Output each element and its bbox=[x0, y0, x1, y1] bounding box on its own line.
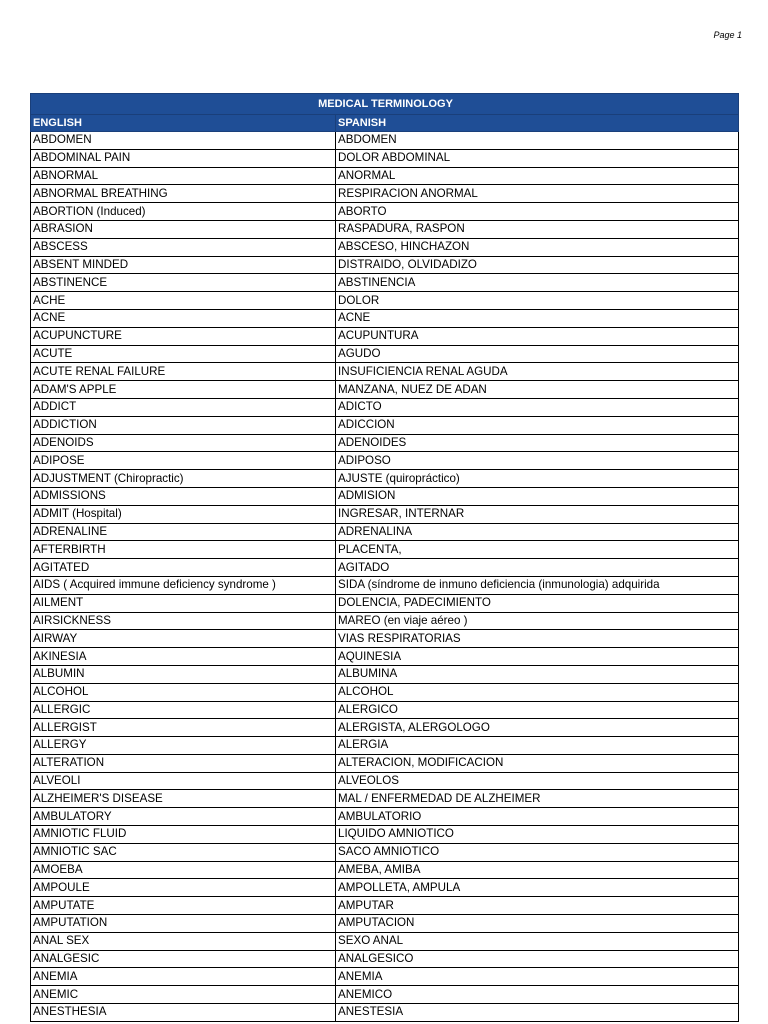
term-spanish: ADMISION bbox=[336, 487, 739, 505]
term-spanish: ABORTO bbox=[336, 203, 739, 221]
term-spanish: AGITADO bbox=[336, 559, 739, 577]
table-row bbox=[31, 309, 739, 327]
term-spanish: SIDA (síndrome de inmuno deficiencia (inmunologia) adquirida bbox=[336, 576, 739, 594]
term-english: ACUTE bbox=[31, 345, 336, 363]
term-english: AGITATED bbox=[31, 559, 336, 577]
term-english: ADRENALINE bbox=[31, 523, 336, 541]
term-spanish: AMPUTAR bbox=[336, 897, 739, 915]
term-english: ACHE bbox=[31, 292, 336, 310]
table-row bbox=[31, 434, 739, 452]
table-row bbox=[31, 719, 739, 737]
term-spanish: AMPOLLETA, AMPULA bbox=[336, 879, 739, 897]
table-row bbox=[31, 897, 739, 915]
term-spanish: ADICCION bbox=[336, 416, 739, 434]
table-row bbox=[31, 398, 739, 416]
term-spanish: RESPIRACION ANORMAL bbox=[336, 185, 739, 203]
term-spanish: AJUSTE (quiropráctico) bbox=[336, 470, 739, 488]
term-english: AMOEBA bbox=[31, 861, 336, 879]
term-english: ADJUSTMENT (Chiropractic) bbox=[31, 470, 336, 488]
table-row bbox=[31, 327, 739, 345]
term-spanish: ABSCESO, HINCHAZON bbox=[336, 238, 739, 256]
table-row bbox=[31, 630, 739, 648]
term-spanish: ALCOHOL bbox=[336, 683, 739, 701]
term-spanish: ALTERACION, MODIFICACION bbox=[336, 754, 739, 772]
table-row bbox=[31, 559, 739, 577]
table-row bbox=[31, 381, 739, 399]
table-title-row bbox=[31, 94, 739, 115]
term-english: AMPOULE bbox=[31, 879, 336, 897]
term-spanish: ANALGESICO bbox=[336, 950, 739, 968]
term-spanish: PLACENTA, bbox=[336, 541, 739, 559]
term-spanish: VIAS RESPIRATORIAS bbox=[336, 630, 739, 648]
term-spanish: ABDOMEN bbox=[336, 132, 739, 150]
table-row bbox=[31, 541, 739, 559]
term-spanish: DOLOR ABDOMINAL bbox=[336, 149, 739, 167]
term-spanish: AMBULATORIO bbox=[336, 808, 739, 826]
table-row bbox=[31, 274, 739, 292]
term-english: ANEMIC bbox=[31, 986, 336, 1004]
table-row bbox=[31, 523, 739, 541]
table-row bbox=[31, 256, 739, 274]
term-spanish: ALVEOLOS bbox=[336, 772, 739, 790]
table-row bbox=[31, 132, 739, 150]
table-row bbox=[31, 861, 739, 879]
term-spanish: AQUINESIA bbox=[336, 648, 739, 666]
term-english: AMBULATORY bbox=[31, 808, 336, 826]
term-spanish: ANEMICO bbox=[336, 986, 739, 1004]
term-english: AMPUTATION bbox=[31, 915, 336, 933]
term-english: AILMENT bbox=[31, 594, 336, 612]
table-row bbox=[31, 487, 739, 505]
term-spanish: DISTRAIDO, OLVIDADIZO bbox=[336, 256, 739, 274]
column-header-english: ENGLISH bbox=[31, 115, 336, 132]
term-spanish: ALERGISTA, ALERGOLOGO bbox=[336, 719, 739, 737]
term-english: ABRASION bbox=[31, 220, 336, 238]
table-row bbox=[31, 363, 739, 381]
table-row bbox=[31, 665, 739, 683]
term-english: ABORTION (Induced) bbox=[31, 203, 336, 221]
table-row bbox=[31, 648, 739, 666]
term-english: ACUPUNCTURE bbox=[31, 327, 336, 345]
term-spanish: INGRESAR, INTERNAR bbox=[336, 505, 739, 523]
table-row bbox=[31, 950, 739, 968]
term-english: ABSCESS bbox=[31, 238, 336, 256]
page-number: Page 1 bbox=[713, 30, 742, 40]
term-english: ANESTHESIA bbox=[31, 1004, 336, 1022]
term-english: ALCOHOL bbox=[31, 683, 336, 701]
term-english: ACUTE RENAL FAILURE bbox=[31, 363, 336, 381]
term-english: ADIPOSE bbox=[31, 452, 336, 470]
table-row bbox=[31, 826, 739, 844]
term-spanish: ANORMAL bbox=[336, 167, 739, 185]
term-english: ACNE bbox=[31, 309, 336, 327]
table-row bbox=[31, 754, 739, 772]
term-english: AIRSICKNESS bbox=[31, 612, 336, 630]
table-row bbox=[31, 203, 739, 221]
table-header-row bbox=[31, 115, 739, 132]
terminology-table-container bbox=[30, 93, 738, 1022]
term-spanish: DOLENCIA, PADECIMIENTO bbox=[336, 594, 739, 612]
term-spanish: ANESTESIA bbox=[336, 1004, 739, 1022]
term-english: AMNIOTIC SAC bbox=[31, 843, 336, 861]
table-row bbox=[31, 292, 739, 310]
term-spanish: SEXO ANAL bbox=[336, 932, 739, 950]
term-spanish: AGUDO bbox=[336, 345, 739, 363]
table-row bbox=[31, 968, 739, 986]
term-spanish: LIQUIDO AMNIOTICO bbox=[336, 826, 739, 844]
term-english: AMNIOTIC FLUID bbox=[31, 826, 336, 844]
term-english: ALBUMIN bbox=[31, 665, 336, 683]
term-spanish: DOLOR bbox=[336, 292, 739, 310]
column-header-spanish: SPANISH bbox=[336, 115, 739, 132]
term-english: ANAL SEX bbox=[31, 932, 336, 950]
term-spanish: INSUFICIENCIA RENAL AGUDA bbox=[336, 363, 739, 381]
term-spanish: SACO AMNIOTICO bbox=[336, 843, 739, 861]
term-english: ALLERGY bbox=[31, 737, 336, 755]
term-english: ALTERATION bbox=[31, 754, 336, 772]
term-spanish: ACNE bbox=[336, 309, 739, 327]
table-row bbox=[31, 932, 739, 950]
table-row bbox=[31, 701, 739, 719]
table-row bbox=[31, 772, 739, 790]
term-english: ALLERGIC bbox=[31, 701, 336, 719]
term-spanish: ANEMIA bbox=[336, 968, 739, 986]
term-spanish: ACUPUNTURA bbox=[336, 327, 739, 345]
table-row bbox=[31, 167, 739, 185]
term-english: AKINESIA bbox=[31, 648, 336, 666]
table-row bbox=[31, 470, 739, 488]
term-english: AIRWAY bbox=[31, 630, 336, 648]
term-spanish: ADENOIDES bbox=[336, 434, 739, 452]
term-spanish: ADICTO bbox=[336, 398, 739, 416]
term-english: ANEMIA bbox=[31, 968, 336, 986]
term-spanish: AMPUTACION bbox=[336, 915, 739, 933]
table-row bbox=[31, 1004, 739, 1022]
terminology-table bbox=[30, 93, 739, 1022]
table-row bbox=[31, 843, 739, 861]
table-row bbox=[31, 683, 739, 701]
table-row bbox=[31, 416, 739, 434]
table-row bbox=[31, 915, 739, 933]
term-english: ADMIT (Hospital) bbox=[31, 505, 336, 523]
table-row bbox=[31, 220, 739, 238]
term-spanish: MANZANA, NUEZ DE ADAN bbox=[336, 381, 739, 399]
term-english: ANALGESIC bbox=[31, 950, 336, 968]
table-row bbox=[31, 185, 739, 203]
term-english: AIDS ( Acquired immune deficiency syndrome ) bbox=[31, 576, 336, 594]
table-row bbox=[31, 612, 739, 630]
term-english: ABNORMAL BREATHING bbox=[31, 185, 336, 203]
term-english: ABSENT MINDED bbox=[31, 256, 336, 274]
term-spanish: ALERGIA bbox=[336, 737, 739, 755]
term-english: ALZHEIMER'S DISEASE bbox=[31, 790, 336, 808]
table-row bbox=[31, 505, 739, 523]
table-row bbox=[31, 986, 739, 1004]
term-spanish: RASPADURA, RASPON bbox=[336, 220, 739, 238]
table-title: MEDICAL TERMINOLOGY bbox=[31, 94, 739, 115]
term-english: ABSTINENCE bbox=[31, 274, 336, 292]
table-row bbox=[31, 452, 739, 470]
term-spanish: ALERGICO bbox=[336, 701, 739, 719]
term-english: ADDICTION bbox=[31, 416, 336, 434]
table-row bbox=[31, 345, 739, 363]
term-spanish: MAREO (en viaje aéreo ) bbox=[336, 612, 739, 630]
table-row bbox=[31, 737, 739, 755]
term-english: ALVEOLI bbox=[31, 772, 336, 790]
term-english: ABDOMEN bbox=[31, 132, 336, 150]
table-row bbox=[31, 238, 739, 256]
term-english: ALLERGIST bbox=[31, 719, 336, 737]
table-body bbox=[31, 132, 739, 1022]
term-english: ADENOIDS bbox=[31, 434, 336, 452]
term-spanish: ALBUMINA bbox=[336, 665, 739, 683]
table-row bbox=[31, 790, 739, 808]
table-row bbox=[31, 576, 739, 594]
term-spanish: AMEBA, AMIBA bbox=[336, 861, 739, 879]
term-english: AMPUTATE bbox=[31, 897, 336, 915]
term-spanish: ABSTINENCIA bbox=[336, 274, 739, 292]
term-english: ADAM'S APPLE bbox=[31, 381, 336, 399]
term-english: AFTERBIRTH bbox=[31, 541, 336, 559]
term-spanish: ADRENALINA bbox=[336, 523, 739, 541]
term-english: ABDOMINAL PAIN bbox=[31, 149, 336, 167]
term-spanish: ADIPOSO bbox=[336, 452, 739, 470]
term-english: ABNORMAL bbox=[31, 167, 336, 185]
term-english: ADDICT bbox=[31, 398, 336, 416]
table-row bbox=[31, 808, 739, 826]
term-spanish: MAL / ENFERMEDAD DE ALZHEIMER bbox=[336, 790, 739, 808]
table-row bbox=[31, 594, 739, 612]
term-english: ADMISSIONS bbox=[31, 487, 336, 505]
table-row bbox=[31, 149, 739, 167]
table-row bbox=[31, 879, 739, 897]
